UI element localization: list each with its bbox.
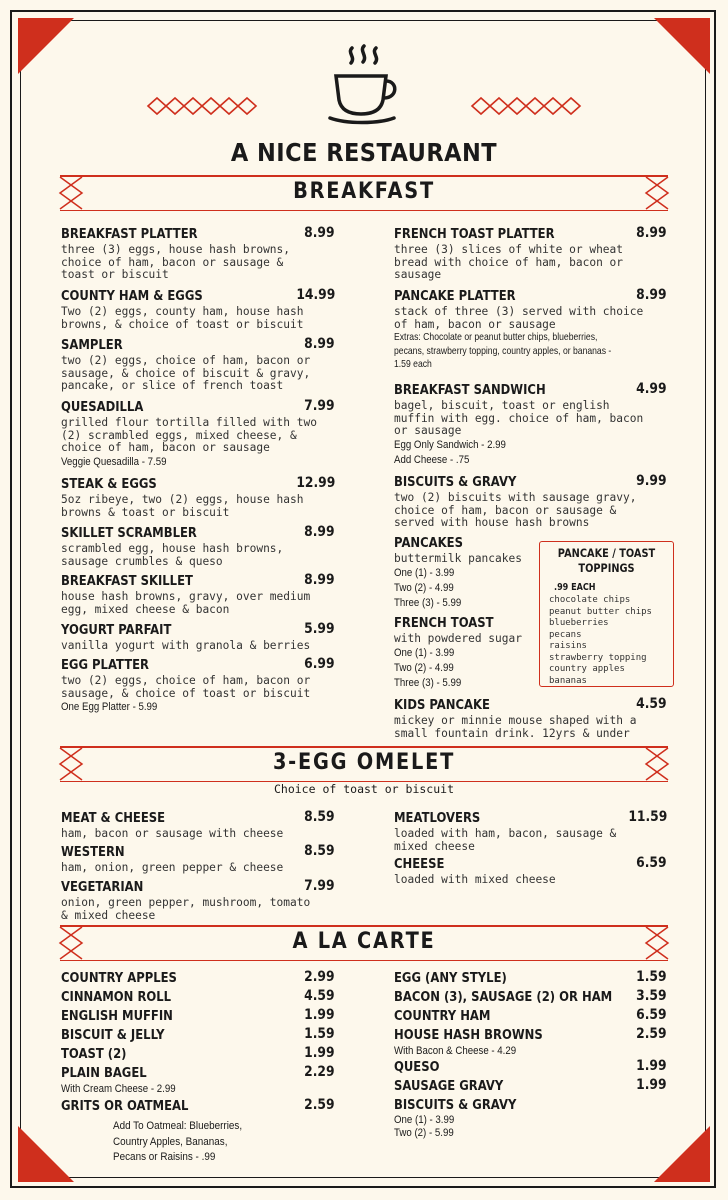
menu-item [61, 287, 335, 331]
menu-item [61, 1064, 335, 1097]
item-price: 8.99 [636, 225, 667, 241]
restaurant-title: A NICE RESTAURANT [230, 138, 498, 167]
item-name: BREAKFAST SANDWICH [394, 382, 546, 398]
item-price: 4.99 [636, 381, 667, 397]
item-price: 1.59 [304, 1026, 335, 1042]
menu-item [61, 475, 335, 519]
corner-triangle-top-left [18, 18, 74, 74]
item-note: With Cream Cheese - 2.99 [61, 1083, 176, 1095]
item-name: ENGLISH MUFFIN [61, 1008, 173, 1024]
item-description: ham, bacon or sausage with cheese [61, 827, 284, 840]
item-name: TOAST (2) [61, 1046, 127, 1062]
item-name: EGG (ANY STYLE) [394, 970, 507, 986]
corner-triangle-top-right [654, 18, 710, 74]
toppings-list: chocolate chips peanut butter chips blueberries pecans raisins strawberry topping country apples bananas [549, 595, 652, 686]
x-diamond-ornament-right [644, 925, 670, 961]
item-name: YOGURT PARFAIT [61, 622, 172, 638]
menu-item [394, 1077, 667, 1095]
menu-item [61, 1007, 335, 1025]
item-name: BREAKFAST PLATTER [61, 226, 198, 242]
item-price: 8.99 [636, 287, 667, 303]
item-name: EGG PLATTER [61, 657, 150, 673]
item-name: COUNTY HAM & EGGS [61, 288, 203, 304]
item-name: MEATLOVERS [394, 810, 481, 826]
item-description: three (3) slices of white or wheat bread with choice of ham, bacon or sausage [394, 243, 624, 281]
menu-item [61, 225, 335, 282]
menu-item [61, 878, 335, 922]
banner-omelet [60, 746, 668, 782]
item-name: SAUSAGE GRAVY [394, 1078, 504, 1094]
item-name: QUESO [394, 1059, 440, 1075]
item-description: grilled flour tortilla filled with two (2) scrambled eggs, mixed cheese, & choice of ham, bacon or sausage [61, 416, 317, 454]
item-name: BISCUIT & JELLY [61, 1027, 165, 1043]
item-note: One (1) - 3.99 Two (2) - 4.99 Three (3) - 5.99 [394, 566, 462, 609]
menu-item [394, 1058, 667, 1076]
menu-item [394, 1007, 667, 1025]
item-price: 8.99 [304, 524, 335, 540]
item-name: FRENCH TOAST PLATTER [394, 226, 555, 242]
item-name: CINNAMON ROLL [61, 989, 172, 1005]
item-description: 5oz ribeye, two (2) eggs, house hash browns & toast or biscuit [61, 493, 304, 519]
menu-item [61, 969, 335, 987]
banner-a-la-carte [60, 925, 668, 961]
item-price: 4.59 [636, 696, 667, 712]
item-name: STEAK & EGGS [61, 476, 157, 492]
item-price: 8.99 [304, 225, 335, 241]
menu-item [394, 1096, 667, 1140]
menu-item [394, 696, 667, 740]
item-name: SAMPLER [61, 337, 123, 353]
item-price: 8.59 [304, 809, 335, 825]
item-description: Two (2) eggs, county ham, house hash browns, & choice of toast or biscuit [61, 305, 304, 331]
menu-item [394, 969, 667, 987]
menu-item [61, 1045, 335, 1063]
item-name: COUNTRY APPLES [61, 970, 177, 986]
item-name: SKILLET SCRAMBLER [61, 525, 197, 541]
item-price: 3.59 [636, 988, 667, 1004]
item-name: CHEESE [394, 856, 445, 872]
item-price: 1.99 [304, 1045, 335, 1061]
item-name: PLAIN BAGEL [61, 1065, 147, 1081]
item-name: FRENCH TOAST [394, 615, 494, 631]
item-name: PANCAKE PLATTER [394, 288, 516, 304]
menu-item [61, 1026, 335, 1044]
menu-item [61, 809, 335, 841]
diamond-ornament-left [146, 96, 258, 116]
menu-item [61, 656, 335, 715]
menu-item [394, 381, 667, 468]
x-diamond-ornament-right [644, 746, 670, 782]
menu-item [61, 1097, 335, 1115]
menu-item [394, 534, 534, 611]
item-description: onion, green pepper, mushroom, tomato & mixed cheese [61, 896, 311, 922]
menu-item [394, 473, 667, 530]
menu-item [394, 225, 667, 282]
section-title-a-la-carte: A LA CARTE [292, 929, 436, 954]
menu-item [61, 336, 335, 393]
item-note: Egg Only Sandwich - 2.99 Add Cheese - .75 [394, 438, 506, 466]
diamond-ornament-right [470, 96, 582, 116]
item-description: ham, onion, green pepper & cheese [61, 861, 284, 874]
menu-item [61, 988, 335, 1006]
oatmeal-addons-note: Add To Oatmeal: Blueberries, Country Apples, Bananas, Pecans or Raisins - .99 [113, 1120, 243, 1163]
item-description: bagel, biscuit, toast or english muffin with egg. choice of ham, bacon or sausage [394, 399, 644, 437]
item-name: BISCUITS & GRAVY [394, 1097, 517, 1113]
item-name: BREAKFAST SKILLET [61, 573, 193, 589]
menu-item [394, 287, 667, 372]
item-price: 7.99 [304, 878, 335, 894]
item-price: 14.99 [296, 287, 335, 303]
item-description: two (2) eggs, choice of ham, bacon or sausage, & choice of biscuit & gravy, pancake, or slice of french toast [61, 354, 311, 392]
banner-breakfast [60, 175, 668, 211]
item-price: 9.99 [636, 473, 667, 489]
item-description: with powdered sugar [394, 632, 522, 645]
toppings-box [539, 541, 674, 687]
item-description: two (2) eggs, choice of ham, bacon or sausage, & choice of toast or biscuit [61, 674, 311, 700]
menu-item [61, 621, 335, 653]
item-price: 2.29 [304, 1064, 335, 1080]
item-price: 4.59 [304, 988, 335, 1004]
item-note: Veggie Quesadilla - 7.59 [61, 455, 167, 468]
toppings-title: PANCAKE / TOAST TOPPINGS [557, 546, 656, 575]
item-price: 12.99 [296, 475, 335, 491]
coffee-cup-icon [326, 44, 402, 128]
item-description: three (3) eggs, house hash browns, choice of ham, bacon or sausage & toast or biscuit [61, 243, 291, 281]
item-name: KIDS PANCAKE [394, 697, 490, 713]
item-name: PANCAKES [394, 535, 463, 551]
item-description: stack of three (3) served with choice of ham, bacon or sausage [394, 305, 644, 331]
item-name: VEGETARIAN [61, 879, 144, 895]
x-diamond-ornament-left [58, 746, 84, 782]
item-name: BACON (3), SAUSAGE (2) OR HAM [394, 989, 613, 1005]
item-price: 6.59 [636, 1007, 667, 1023]
item-note: One (1) - 3.99 Two (2) - 4.99 Three (3) - 5.99 [394, 646, 462, 689]
item-price: 8.99 [304, 572, 335, 588]
menu-item [394, 1026, 667, 1059]
item-name: HOUSE HASH BROWNS [394, 1027, 543, 1043]
item-name: QUESADILLA [61, 399, 144, 415]
item-name: BISCUITS & GRAVY [394, 474, 517, 490]
item-name: GRITS OR OATMEAL [61, 1098, 189, 1114]
menu-item [394, 855, 667, 887]
item-name: COUNTRY HAM [394, 1008, 491, 1024]
x-diamond-ornament-left [58, 175, 84, 211]
x-diamond-ornament-right [644, 175, 670, 211]
item-price: 6.99 [304, 656, 335, 672]
menu-item [61, 524, 335, 568]
menu-item [394, 809, 667, 853]
item-description: two (2) biscuits with sausage gravy, choice of ham, bacon or sausage & served with house hash browns [394, 491, 637, 529]
item-note: Extras: Chocolate or peanut butter chips, blueberries, pecans, strawberry topping, country apples, or bananas - 1.59 each [394, 331, 612, 370]
item-price: 1.99 [636, 1077, 667, 1093]
item-note: One Egg Platter - 5.99 [61, 701, 158, 713]
item-note: With Bacon & Cheese - 4.29 [394, 1045, 517, 1057]
item-price: 7.99 [304, 398, 335, 414]
item-price: 8.59 [304, 843, 335, 859]
toppings-price: .99 EACH [554, 582, 596, 593]
item-description: loaded with mixed cheese [394, 873, 556, 886]
item-description: loaded with ham, bacon, sausage & mixed cheese [394, 827, 617, 853]
x-diamond-ornament-left [58, 925, 84, 961]
section-title-omelet: 3-EGG OMELET [272, 750, 456, 775]
item-price: 5.99 [304, 621, 335, 637]
item-description: vanilla yogurt with granola & berries [61, 639, 311, 652]
item-price: 2.59 [636, 1026, 667, 1042]
item-price: 6.59 [636, 855, 667, 871]
item-price: 2.59 [304, 1097, 335, 1113]
section-title-breakfast: BREAKFAST [293, 179, 435, 204]
item-description: house hash browns, gravy, over medium egg, mixed cheese & bacon [61, 590, 311, 616]
menu-item [61, 572, 335, 616]
item-name: MEAT & CHEESE [61, 810, 166, 826]
menu-item [61, 843, 335, 875]
menu-item [61, 398, 335, 470]
menu-item [394, 614, 534, 691]
item-note: One (1) - 3.99 Two (2) - 5.99 [394, 1114, 455, 1139]
item-price: 11.59 [628, 809, 667, 825]
item-price: 1.99 [304, 1007, 335, 1023]
item-description: buttermilk pancakes [394, 552, 522, 565]
item-name: WESTERN [61, 844, 125, 860]
item-price: 8.99 [304, 336, 335, 352]
corner-triangle-bottom-left [18, 1126, 74, 1182]
menu-item [394, 988, 667, 1006]
omelet-subtitle: Choice of toast or biscuit [273, 782, 454, 796]
item-description: scrambled egg, house hash browns, sausage crumbles & queso [61, 542, 284, 568]
item-price: 2.99 [304, 969, 335, 985]
item-price: 1.99 [636, 1058, 667, 1074]
item-price: 1.59 [636, 969, 667, 985]
item-description: mickey or minnie mouse shaped with a small fountain drink. 12yrs & under [394, 714, 637, 740]
